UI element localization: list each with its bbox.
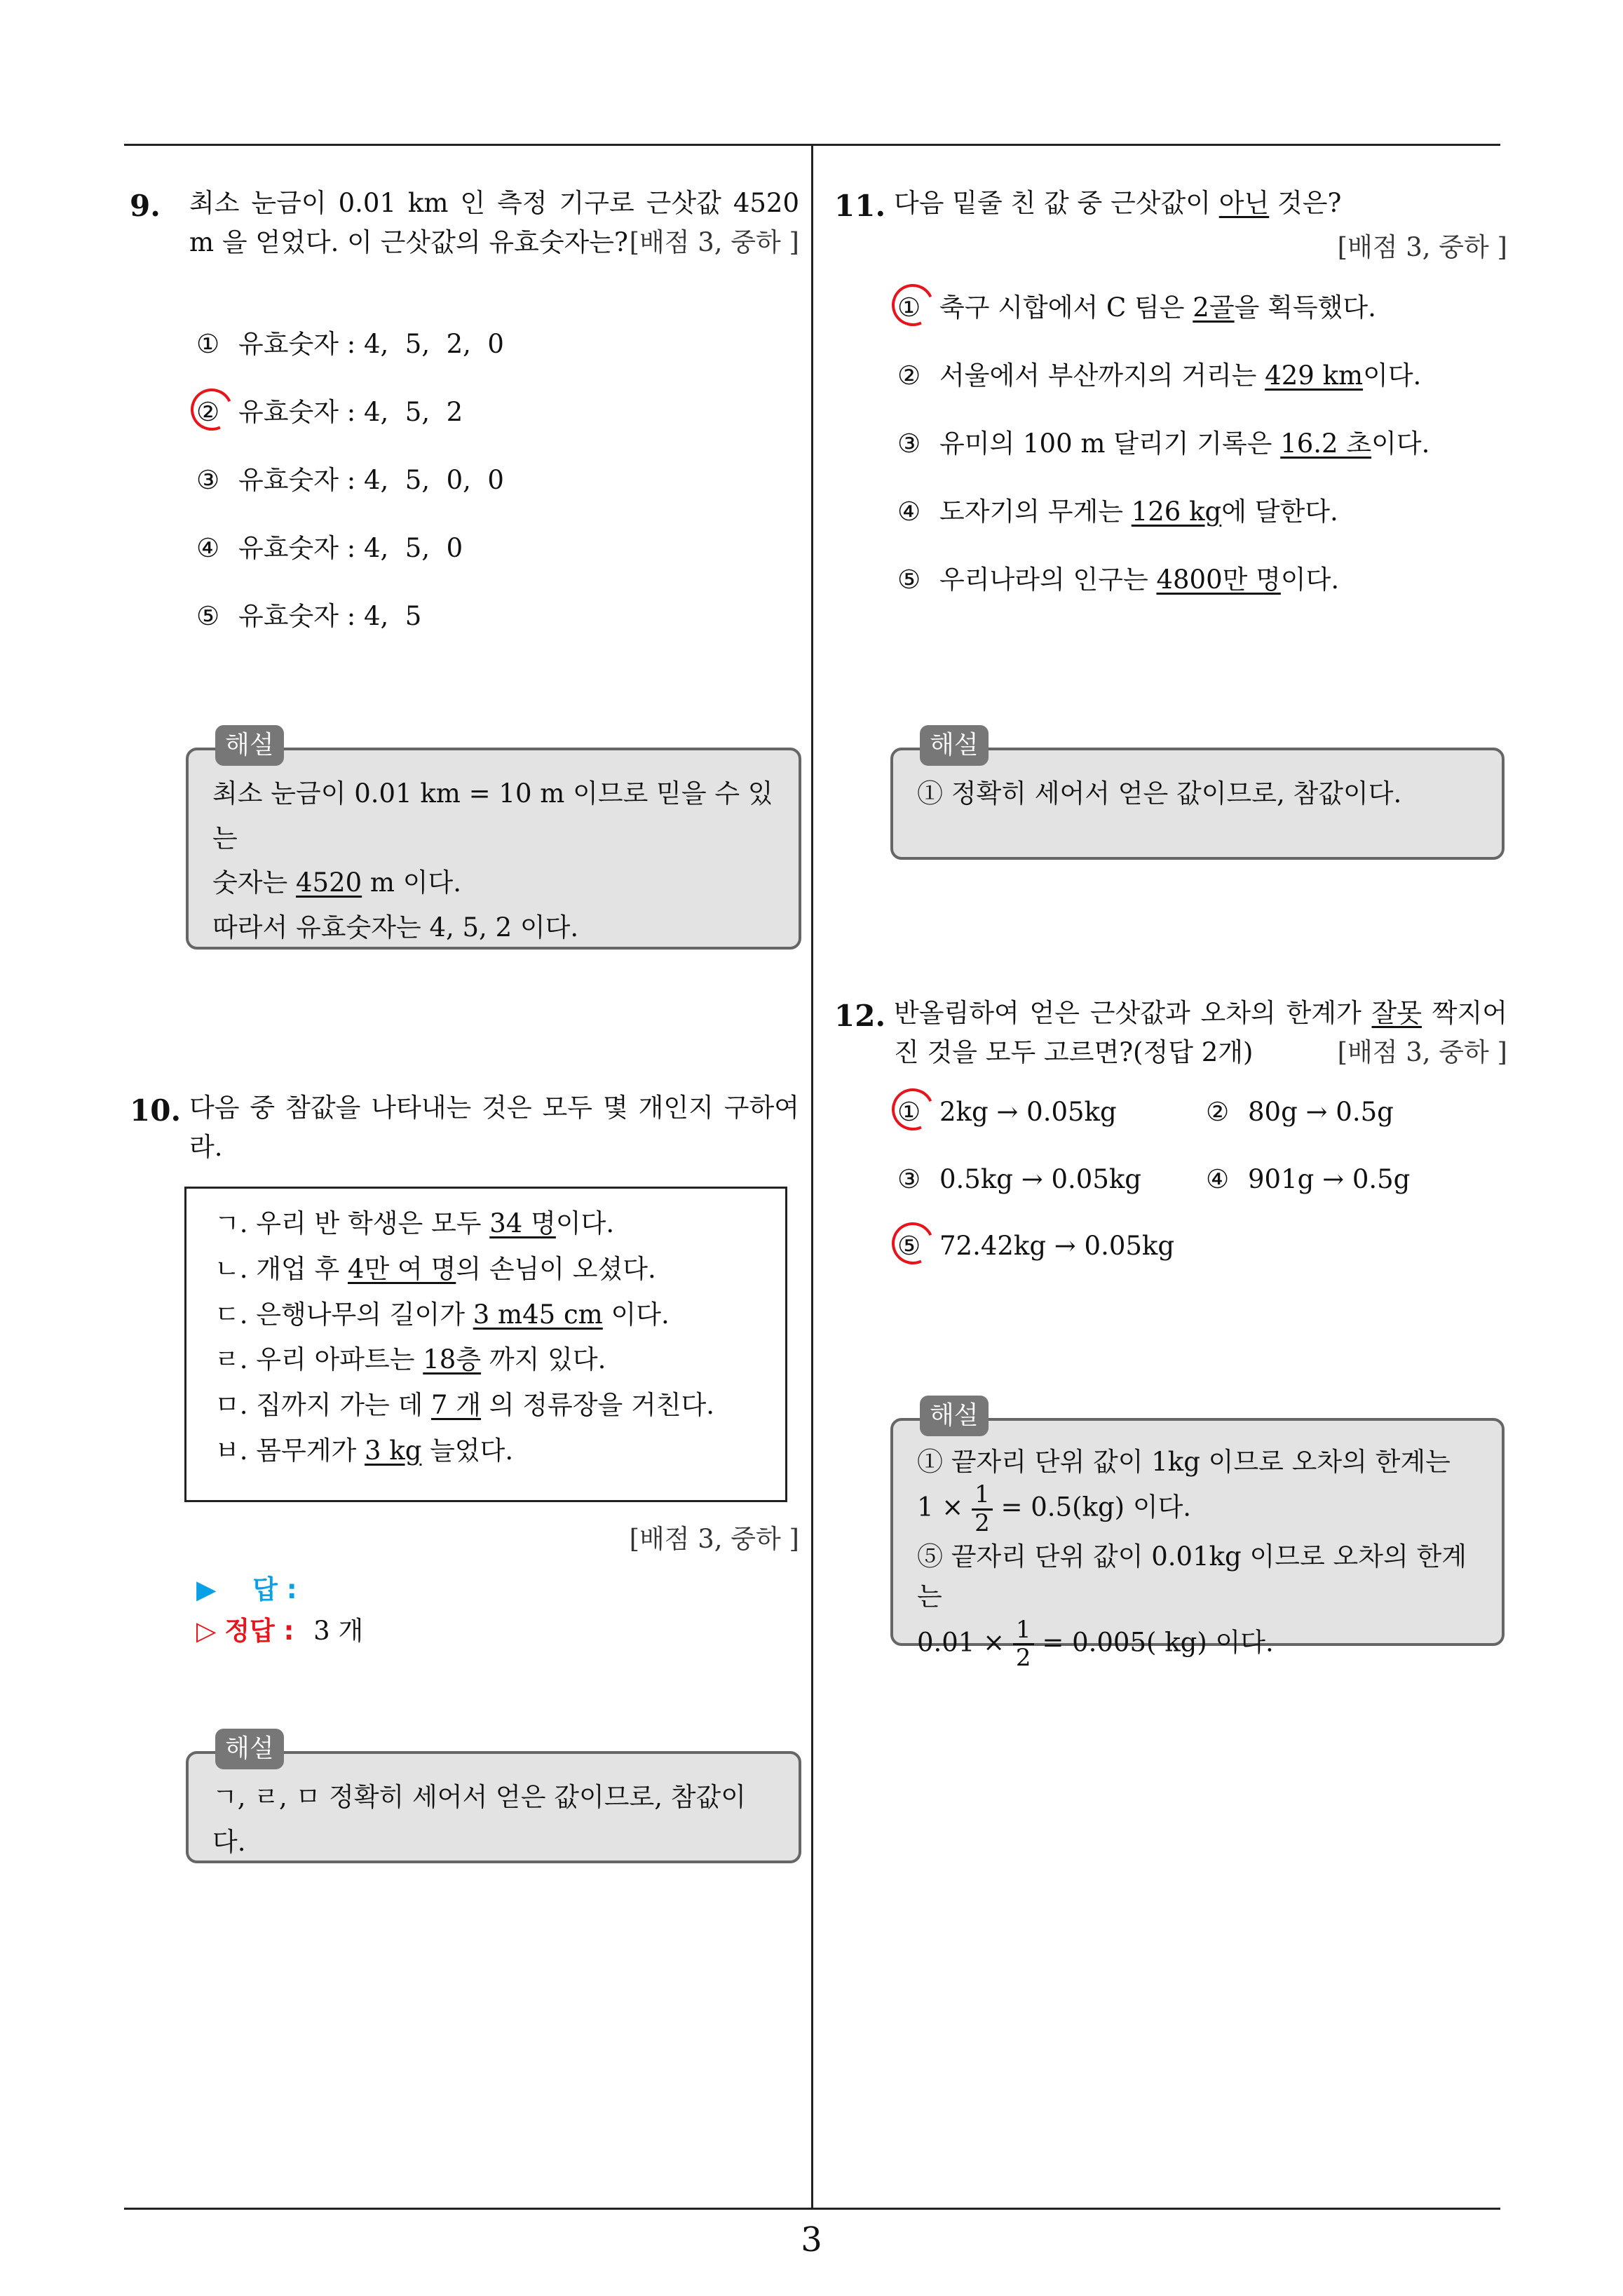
choice-label: 유효숫자 : 4, 5 (238, 601, 422, 631)
statement-list-box (184, 1187, 787, 1502)
correct-label: 정답 : (224, 1616, 294, 1647)
choice-number-text: ① (897, 292, 921, 323)
explanation-tag: 해설 (215, 725, 284, 766)
explanation-line: ⑤ 끝자리 단위 값이 0.01kg 이므로 오차의 한계는 (917, 1541, 1467, 1612)
choice-4[interactable] (1206, 1160, 1514, 1199)
fraction-numerator: 1 (1013, 1617, 1034, 1645)
choice-label: 도자기의 무게는 126 kg에 달한다. (939, 496, 1338, 527)
choice-5[interactable] (897, 560, 1507, 628)
choice-label: 72.42kg → 0.05kg (939, 1231, 1175, 1261)
choice-5[interactable] (897, 1227, 1206, 1266)
question-score: [배점 3, 중하 ] (1337, 232, 1507, 262)
selected-circle-mark (886, 1083, 940, 1137)
selected-circle-mark (886, 1217, 940, 1271)
choice-number: ⑤ (897, 564, 921, 595)
explanation-text: = 0.5(kg) 이다. (1000, 1492, 1192, 1522)
statement-underlined: 7 개 (431, 1390, 482, 1420)
statement-text: 이다. (555, 1208, 615, 1238)
statement-item (215, 1337, 757, 1383)
choice-list (196, 325, 799, 665)
explanation-text: 1 × (917, 1492, 964, 1522)
left-column (130, 184, 799, 1857)
statement-item (215, 1201, 757, 1247)
question-text-body: 최소 눈금이 0.01 km 인 측정 기구로 근삿값 4520 m 을 얻었다. 이 근삿값의 유효숫자는? (189, 188, 799, 257)
explanation-tag: 해설 (920, 1396, 989, 1436)
selected-circle-mark (886, 278, 940, 332)
choice-number-text: ⑤ (897, 1231, 921, 1261)
column-divider (811, 144, 813, 2209)
question-12 (834, 994, 1507, 1266)
statement-item (215, 1429, 757, 1474)
correct-value: 3 개 (313, 1616, 364, 1647)
explanation-tag: 해설 (215, 1729, 284, 1769)
choice-label: 유효숫자 : 4, 5, 0, 0 (238, 465, 504, 495)
question-text-underlined: 잘못 (1371, 998, 1422, 1028)
explanation-line: 최소 눈금이 0.01 km = 10 m 이므로 믿을 수 있는 (212, 778, 773, 853)
question-text-body: 다음 밑줄 친 값 중 근삿값이 (894, 188, 1219, 218)
question-text: 다음 중 참값을 나타내는 것은 모두 몇 개인지 구하여라. (189, 1093, 799, 1162)
explanation-text: = 0.005( kg) 이다. (1042, 1627, 1274, 1658)
explanation-line: ① 정확히 세어서 얻은 값이므로, 참값이다. (917, 778, 1402, 809)
choice-label: 0.5kg → 0.05kg (939, 1163, 1141, 1194)
question-number: 11. (834, 189, 886, 223)
choice-label: 유효숫자 : 4, 5, 2, 0 (238, 329, 504, 359)
statement-underlined: 3 kg (365, 1435, 422, 1466)
statement-text: ㄷ. 은행나무의 길이가 (215, 1299, 473, 1330)
choice-number: ③ (196, 465, 220, 495)
question-10 (130, 1088, 799, 1166)
choice-1[interactable] (897, 1093, 1206, 1132)
answer-marker-icon: ▶ (196, 1574, 217, 1605)
choice-number: ④ (196, 533, 220, 563)
fraction (972, 1482, 993, 1537)
statement-text: 늘었다. (421, 1435, 514, 1466)
explanation-line: ① 끝자리 단위 값이 1kg 이므로 오차의 한계는 (917, 1447, 1451, 1477)
choice-number (897, 288, 939, 327)
choice-number: ③ (897, 428, 921, 459)
statement-text: ㄱ. 우리 반 학생은 모두 (215, 1208, 490, 1238)
question-text-body: 것은? (1269, 188, 1342, 218)
choice-label: 유효숫자 : 4, 5, 0 (238, 533, 463, 563)
right-column (834, 184, 1507, 1673)
choice-label: 축구 시합에서 C 팀은 2골을 획득했다. (939, 292, 1376, 323)
explanation-text: 0.01 × (917, 1627, 1005, 1658)
choice-number: ③ (897, 1163, 921, 1194)
choice-number (196, 393, 238, 432)
answer-label: 답 : (252, 1574, 297, 1605)
statement-underlined: 34 명 (489, 1208, 556, 1238)
bottom-rule (124, 2208, 1500, 2210)
answer-input-row[interactable] (196, 1569, 363, 1610)
choice-3[interactable] (897, 1160, 1206, 1199)
explanation-text: 숫자는 (212, 867, 296, 898)
correct-marker-icon: ▷ (196, 1616, 217, 1647)
choice-4[interactable] (897, 492, 1507, 560)
choice-label: 80g → 0.5g (1248, 1097, 1394, 1127)
fraction-denominator: 2 (975, 1508, 990, 1537)
choice-number: ① (196, 329, 220, 359)
question-text-body: 짝지어 진 것을 모두 고르면?(정답 2개) (894, 998, 1507, 1067)
choice-list (897, 288, 1507, 628)
question-score: [배점 3, 중하 ] (1337, 1036, 1507, 1067)
choice-5[interactable] (196, 597, 799, 665)
answer-section (196, 1569, 363, 1652)
choice-3[interactable] (196, 461, 799, 529)
explanation-underlined: 4520 (296, 867, 362, 898)
statement-text: 의 정류장을 거친다. (481, 1390, 715, 1420)
question-text-body: 반올림하여 얻은 근삿값과 오차의 한계가 (894, 998, 1372, 1028)
statement-item (215, 1247, 757, 1292)
choice-label: 2kg → 0.05kg (939, 1097, 1117, 1127)
explanation-text: m 이다. (362, 867, 462, 898)
choice-label: 우리나라의 인구는 4800만 명이다. (939, 564, 1340, 595)
statement-text: ㄹ. 우리 아파트는 (215, 1344, 423, 1375)
question-text (894, 184, 1507, 228)
explanation-line: 따라서 유효숫자는 4, 5, 2 이다. (212, 912, 579, 943)
choice-label: 901g → 0.5g (1248, 1163, 1411, 1194)
question-number: 10. (130, 1093, 182, 1128)
statement-text: 이다. (602, 1299, 670, 1330)
statement-text: ㄴ. 개업 후 (215, 1253, 348, 1284)
question-number: 12. (834, 999, 886, 1033)
explanation-line (917, 1482, 1478, 1537)
choice-1[interactable] (196, 325, 799, 393)
choice-label: 서울에서 부산까지의 거리는 429 km이다. (939, 360, 1422, 391)
choice-label: 유미의 100 m 달리기 기록은 16.2 초이다. (939, 428, 1430, 459)
choice-number: ② (1206, 1097, 1230, 1127)
choice-number: ② (897, 360, 921, 391)
fraction (1013, 1617, 1034, 1672)
question-text (894, 994, 1507, 1072)
choice-number (897, 1093, 939, 1132)
choice-number: ④ (897, 496, 921, 527)
fraction-denominator: 2 (1015, 1644, 1031, 1673)
choice-number-text: ① (897, 1097, 921, 1127)
question-number: 9. (130, 189, 161, 223)
choice-number: ⑤ (196, 601, 220, 631)
explanation-box-12 (890, 1401, 1505, 1673)
question-score: [배점 3, 중하 ] (629, 227, 799, 257)
correct-answer-row (196, 1610, 363, 1652)
choice-2[interactable] (1206, 1093, 1514, 1132)
choice-label: 유효숫자 : 4, 5, 2 (238, 397, 463, 427)
statement-text: ㅂ. 몸무게가 (215, 1435, 365, 1466)
explanation-line (212, 860, 775, 905)
choice-grid (897, 1093, 1507, 1266)
question-text-underlined: 아닌 (1218, 188, 1270, 218)
question-9 (130, 184, 799, 665)
statement-item (215, 1292, 757, 1338)
explanation-box-9 (186, 731, 801, 950)
statement-text: 의 손님이 오셨다. (456, 1253, 656, 1284)
fraction-numerator: 1 (972, 1482, 993, 1510)
choice-4[interactable] (196, 529, 799, 597)
choice-2[interactable] (897, 356, 1507, 424)
statement-item (215, 1383, 757, 1429)
statement-underlined: 4만 여 명 (348, 1253, 456, 1284)
explanation-line (917, 1617, 1478, 1672)
statement-underlined: 3 m45 cm (473, 1299, 603, 1330)
choice-number: ④ (1206, 1163, 1230, 1194)
statement-text: 까지 있다. (481, 1344, 606, 1375)
explanation-box-10 (186, 1734, 801, 1863)
explanation-line: ㄱ, ㄹ, ㅁ 정확히 세어서 얻은 값이므로, 참값이다. (212, 1782, 746, 1857)
choice-2[interactable] (196, 393, 799, 461)
explanation-box-11 (890, 731, 1505, 860)
explanation-tag: 해설 (920, 725, 989, 766)
question-score: [배점 3, 중하 ] (629, 1524, 799, 1554)
statement-text: ㅁ. 집까지 가는 데 (215, 1390, 431, 1420)
page-number: 3 (801, 2220, 822, 2260)
question-11 (834, 184, 1507, 628)
statement-underlined: 18층 (423, 1344, 482, 1375)
choice-number-text: ② (196, 397, 220, 427)
choice-1[interactable] (897, 288, 1507, 356)
choice-number (897, 1227, 939, 1266)
choice-3[interactable] (897, 424, 1507, 492)
question-text (189, 184, 799, 262)
